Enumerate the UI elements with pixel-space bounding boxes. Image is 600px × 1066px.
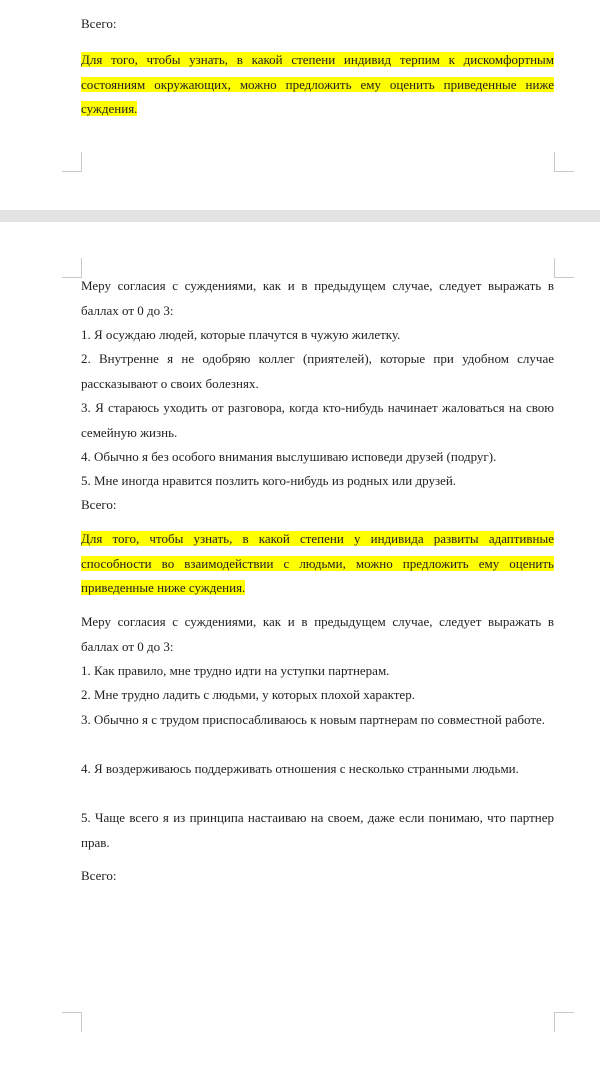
page-separator: [0, 210, 600, 222]
highlighted-paragraph: [81, 48, 554, 122]
list-item: 5. Мне иногда нравится позлить кого-нибудь из родных или друзей.: [81, 473, 457, 488]
section1-intro: Меру согласия с суждениями, как и в предыдущем случае, следует выражать в баллах от 0 до 3:: [81, 278, 554, 318]
list-item: 5. Чаще всего я из принципа настаиваю на своем, даже если понимаю, что партнер прав.: [81, 810, 554, 850]
highlighted-paragraph: [81, 527, 554, 601]
list-item: 2. Мне трудно ладить с людьми, у которых плохой характер.: [81, 687, 415, 702]
page-corner-mark: [554, 152, 574, 172]
document-page-1: [0, 0, 600, 210]
highlight-text: Для того, чтобы узнать, в какой степени у индивида развиты адаптивные способности во взаимодействии с людьми, можно предложить ему оценить приведенные ниже суждения.: [81, 531, 554, 595]
highlight-text: Для того, чтобы узнать, в какой степени индивид терпим к дискомфортным состояниям окружающих, можно предложить ему оценить приведенные ниже суждения.: [81, 52, 554, 116]
list-item: 4. Я воздерживаюсь поддерживать отношения с несколько странными людьми.: [81, 761, 519, 776]
list-item: 3. Я стараюсь уходить от разговора, когда кто-нибудь начинает жаловаться на свою семейную жизнь.: [81, 400, 554, 440]
page-corner-mark: [62, 152, 82, 172]
total-label: Всего:: [81, 868, 117, 883]
total-label: Всего:: [81, 497, 117, 512]
list-item: 4. Обычно я без особого внимания выслушиваю исповеди друзей (подруг).: [81, 449, 497, 464]
list-item: 1. Я осуждаю людей, которые плачутся в чужую жилетку.: [81, 327, 401, 342]
list-item: 2. Внутренне я не одобряю коллег (приятелей), которые при удобном случае рассказывают о своих болезнях.: [81, 351, 554, 391]
total-label: Всего:: [81, 16, 117, 31]
page-corner-mark: [554, 258, 574, 278]
page-corner-mark: [62, 1012, 82, 1032]
page-corner-mark: [554, 1012, 574, 1032]
document-page-2: [0, 222, 600, 1066]
list-item: 1. Как правило, мне трудно идти на уступки партнерам.: [81, 663, 390, 678]
page-corner-mark: [62, 258, 82, 278]
section2-intro: Меру согласия с суждениями, как и в предыдущем случае, следует выражать в баллах от 0 до 3:: [81, 614, 554, 654]
list-item: 3. Обычно я с трудом приспосабливаюсь к новым партнерам по совместной работе.: [81, 712, 546, 727]
